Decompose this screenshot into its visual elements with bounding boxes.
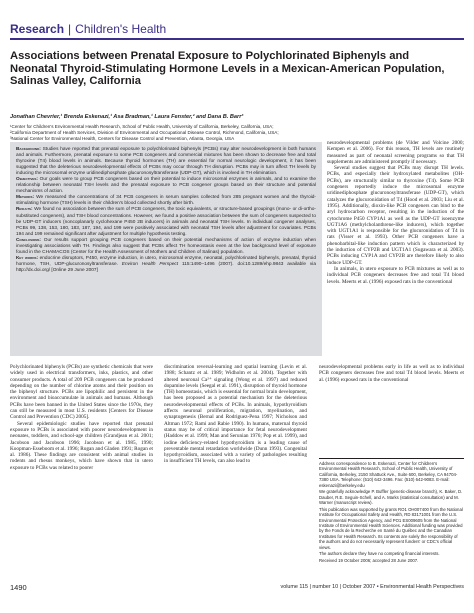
abstract-background-text: Studies have reported that prenatal exposure to polychlorinated biphenyls (PCBs) may alter neurodevelopment in both humans and animals. Furthermore, prenatal exposure to some PCB congeners and commercial mixtures has been shown to decrease free and total thyroxine (T4) blood levels in animals. Because thyroid hormones (TH) are essential for normal neurologic development, it has been suggested that the deleterious neurodevelopmental effects of PCBs may occur through TH disruption. PCBs may in turn affect TH levels by inducing the microsomal enzyme uridinediphosphate glucuronosyltransferase (UDP-GT), which is involved in TH elimination.	[16, 147, 316, 177]
footer-separator: •	[376, 584, 379, 590]
header-separator: |	[68, 22, 72, 36]
acknowledgments: We gratefully acknowledge P. Buffler (genetic-disease branch), K. Baker, D. Dauber, R.E. Seguin-Schell, and A. Marks (statistical consultation) and M. Warner (manuscript review).	[319, 489, 463, 506]
received-dates: Received 19 October 2006; accepted 28 June 2007.	[319, 557, 419, 563]
body-paragraph: Several epidemiologic studies have reported that prenatal exposure to PCBs is associated with poorer neurodevelopment in neonates, toddlers, and school-age children (Grandjean et al. 2001; Jacobson and Jacobson 1996; Jacobson et al. 1985, 1990; Koopman-Esseboom et al. 1996; Rogan and Gladen 1991; Rogan et al. 1986). These findings are consistent with animal studies in rodents and rhesus monkeys, which have shown that in utero exposure to PCBs was related to poorer	[10, 420, 153, 471]
abstract-objectives-text: Our goals were to group PCB congeners based on their potential to induce microsomal enzymes in animals, and to examine the relationship between neonatal TSH levels and the prenatal exposure to PCB congener groups based on their structure and potential mechanisms of action.	[16, 177, 316, 195]
abstract-results	[16, 207, 316, 237]
author-list: Jonathan Chevrier,¹ Brenda Eskenazi,¹ Asa Bradman,¹ Laura Fenster,² and Dana B. Barr³	[10, 114, 244, 120]
competing-interests: The authors declare they have no competing financial interests.	[319, 551, 440, 557]
body-column-right	[319, 364, 464, 383]
correspondence-address: Address correspondence to B. Eskenazi, Center for Children's Environmental Health Research, School of Public Health, University of California, Berkeley, 2150 Shattuck Ave., Suite 600, Berkeley, CA 94704-7380 USA. Telephone: (510) 642-3496. Fax: (510) 642-9083. E-mail: eskenazi@berkeley.edu	[319, 461, 458, 488]
body-paragraph: Polychlorinated biphenyls (PCBs) are synthetic chemicals that were widely used in electrical transformers, inks, plastics, and other consumer products. A total of 209 PCB congeners can be produced depending on the number of chlorine atoms and their position on the biphenyl structure. PCBs are lipophilic and persistent in the environment and bioaccumulate in animals and humans. Although PCBs have been banned in the United States since the 1970s, they can still be measured in most U.S. residents [Centers for Disease Control and Prevention (CDC) 2005].	[10, 364, 153, 421]
abstract-conclusions-label: Conclusions:	[16, 237, 42, 243]
abstract-methods	[16, 195, 316, 207]
body-paragraph: neurodevelopmental problems early in life as well as to individual PCB congeners decreases free and total T4 blood levels. Meerts et al. (1996) exposed rats in the conventional	[319, 364, 464, 383]
abstract-conclusions	[16, 238, 316, 256]
intro-paragraph: In animals, in utero exposure to PCB mixtures as well as to individual PCB congeners decreases free and total T4 blood levels. Meerts et al. (1996) exposed rats in the conventional	[327, 265, 464, 285]
correspondence-note	[319, 458, 464, 564]
intro-paragraph: neurodevelopmental problems (de Vilder and Volcine 2000; Kempen et al. 2006). For this reason, TH levels are routinely measured as part of neonatal screening programs so that TH supplements are administered promptly if necessary.	[327, 140, 464, 165]
abstract-box	[10, 142, 322, 356]
body-column-left	[10, 364, 153, 471]
journal-issue	[281, 584, 465, 590]
volume-issue: volume 115 | number 10 | October 2007	[280, 584, 376, 590]
running-header	[10, 20, 464, 40]
intro-column-continued	[327, 140, 464, 285]
funding-statement: This publication was supported by grants RO1 OH007400 from the National Institute for Occupational Safety and Health, RD 83171001 from the U.S. Environmental Protection Agency, and PO1 ES009605 from the National Institute of Environmental Health Sciences. Additional funding was provided by the Fonds de la Recherche en Santé du Québec and the Canadian Institutes for Health Research. Its contents are solely the responsibility of the authors and do not necessarily represent funders' or CDC's official views.	[319, 506, 463, 550]
body-paragraph: discrimination reversal-learning and spatial learning (Levin et al. 1988; Schantz et al. 1989; Widholm et al. 2004). Together with altered neuronal Ca²⁺ signaling (Wong et al. 1997) and reduced dopamine levels (Seegal et al. 1991), disruption of thyroid hormone (TH) homeostasis, which is essential for normal brain development, has been proposed as a potential mechanism for the deleterious neurodevelopmental effects of PCBs. In animals, hypothyroidism affects neuronal proliferation, migration, myelination, and synaptogenesis (Bernal and Rodriguez-Pena 1997; Nicholson and Altman 1972; Rami and Rabie 1990). In humans, maternal thyroid status may be of critical importance for fetal neurodevelopment (Haddow et al. 1999; Man and Serunian 1976; Pop et al. 1999), and iodine deficiency-related hypothyroidism is a leading cause of preventable mental retardation worldwide (Dunn 1993). Congenital hypothyroidism, associated with a variety of pathologies resulting in insufficient TH levels, can also lead to	[164, 364, 307, 465]
header-subsection: Children's Health	[75, 22, 167, 36]
article-title: Associations between Prenatal Exposure to Polychlorinated Biphenyls and Neonatal Thyroid-Stimulating Hormone Levels in a Mexican-American Population, Salinas Valley, California	[10, 50, 445, 88]
abstract-results-label: Results:	[16, 207, 33, 213]
abstract-objectives	[16, 177, 316, 195]
abstract-results-text: We found no association between the sum of PCB congeners, the toxic equivalents, or structure-based groupings (mono- or di-ortho-substituted congeners), and TSH blood concentrations. However, we found a positive association between the sum of congeners suspected to be UDP-GT inducers (noncoplanarly cyclohexane P450 2B inducers) in animals and neonatal TSH levels. In individual congener analyses, PCBs 99, 138, 153, 180, 183, 187, 194, and 199 were positively associated with neonatal TSH levels after adjustment for covariates. PCBs 194 and 199 remained significant after adjustment for multiple hypothesis testing.	[16, 207, 316, 237]
abstract-objectives-label: Objectives:	[16, 177, 38, 183]
affiliation-2: ²California Department of Health Services, Division of Environmental and Occupational Disease Control, Richmond, California, USA;	[10, 130, 279, 136]
affiliation-1: ¹Center for Children's Environmental Health Research, School of Public Health, University of California, Berkeley, California, USA;	[10, 124, 274, 129]
journal-name: Environmental Health Perspectives	[380, 584, 464, 590]
abstract-keywords-label: Key words:	[16, 255, 39, 261]
abstract-background-label: Background:	[16, 147, 41, 152]
body-column-middle	[164, 364, 307, 465]
affiliation-3: ³National Center for Environmental Health, Centers for Disease Control and Prevention, Atlanta, Georgia, USA	[10, 136, 235, 142]
citation-journal: Environ Health Perspect	[121, 261, 179, 267]
abstract-conclusions-text: Our results support grouping PCB congeners based on their potential mechanisms of action of enzyme induction when investigating associations with TH. Findings also suggest that PCBs affect TH homeostasis even at the low background level of exposure found in the CHAMACOS (Center for the Health Assessment of Mothers and Children of Salinas) population.	[16, 237, 316, 255]
abstract-keywords	[16, 256, 316, 274]
abstract-keywords-text: endocrine disruptors, P450, enzyme induction, in utero, microsomal enzyme, neonatal, polychlorinated biphenyls, prenatal, thyroid hormone, TSH, UDP-glucuronosyltransferase.	[16, 255, 316, 267]
abstract-methods-text: We measured the concentrations of 34 PCB congeners in serum samples collected from 285 pregnant women and the thyroid-stimulating hormone (TSH) levels in their children's blood collected shortly after birth.	[16, 195, 316, 207]
abstract-methods-label: Methods:	[16, 195, 35, 201]
header-section: Research	[10, 22, 65, 36]
page-number: 1490	[10, 583, 27, 592]
citation-rest: 115:1490–1496 (2007). doi:10.1289/ehp.9843 available via http://dx.doi.org/ [Online 29 June 2007]	[16, 261, 316, 273]
abstract-background	[16, 147, 316, 177]
intro-paragraph: Several studies suggest that PCBs may disrupt TH levels. PCBs, and especially their hydroxylated metabolites (OH-PCBs), are structurally similar to thyroxine (T4). Some PCB congeners reportedly induce the microsomal enzyme uridinediphosphate glucuronosyltransferase (UDP-GT), which catalyzes the glucuronidation of T4 (Hood et al. 2003; Liu et al. 1995). Additionally, dioxin-like PCB congeners can bind to the aryl hydrocarbon receptor, resulting in the induction of the cytochrome P450 CYP1A1 as well as the UDP-GT isoenzyme UGT1A6 (methylcholanthrene-like inducers), which together with UGT1A1 is responsible for the glucuronidation of T4 in rats (Visser et al. 1993). Other PCB congeners have a phenobarbital-like induction pattern which is characterized by the induction of CYP2B and UGT1A1 (Sugawara et al. 2003). PCBs inducing CYP1A and CYP2B are therefore likely to also induce UDP-GT.	[327, 165, 464, 266]
